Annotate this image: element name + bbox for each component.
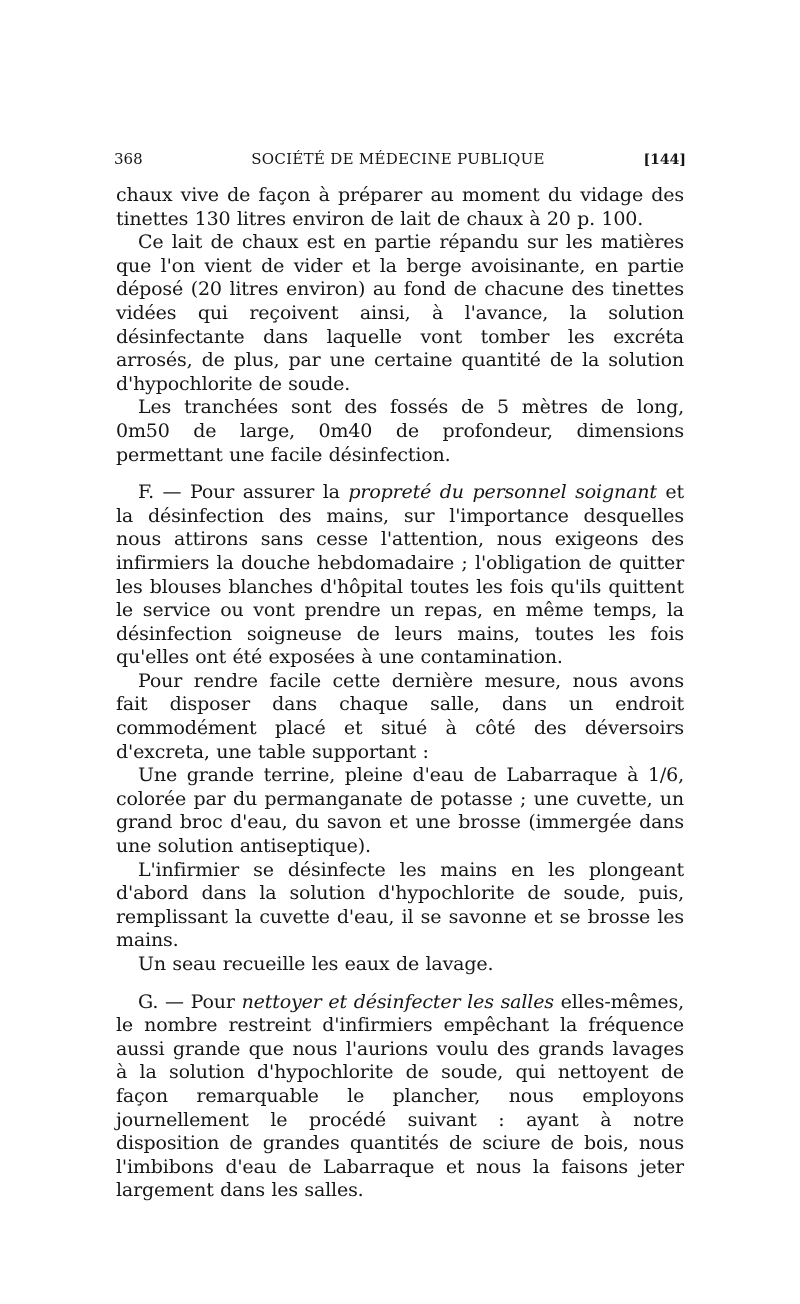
paragraph-table-items: Une grande terrine, pleine d'eau de Labarraque à 1/6, colorée par du permanganate de potasse ; une cuvette, un grand broc d'eau, du savon et une brosse (immergée dans une solution antiseptique). — [116, 764, 684, 858]
paragraph-lime-preparation: chaux vive de façon à préparer au moment du vidage des tinettes 130 litres environ de lait de chaux à 20 p. 100. — [116, 184, 684, 230]
paragraph-hand-disinfection: L'infirmier se désinfecte les mains en les plongeant d'abord dans la solution d'hypochlorite de soude, puis, remplissant la cuvette d'eau, il se savonne et se brosse les mains. — [116, 858, 684, 952]
section-f-lead: F. — Pour assurer la — [138, 481, 349, 504]
paragraph-section-f — [116, 481, 684, 670]
section-g-rest: elles-mêmes, le nombre restreint d'infirmiers empêchant la fréquence aussi grande que nous l'aurions voulu des grands lavages à la solution d'hypochlorite de soude, qui nettoyent de façon remarquable le plancher, nous employons journellement le procédé suivant : ayant à notre disposition de grandes quantités de sciure de bois, nous l'imbibons d'eau de Labarraque et nous la faisons jeter largement dans les salles. — [116, 990, 684, 1202]
running-header — [112, 148, 684, 172]
page-number: 368 — [114, 150, 143, 168]
paragraph-lime-distribution: Ce lait de chaux est en partie répandu sur les matières que l'on vient de vider et la berge avoisinante, en partie déposé (20 litres environ) au fond de chacune des tinettes vidées qui reçoivent ainsi, à l'avance, la solution désinfectante dans laquelle vont tomber les excréta arrosés, de plus, par une certaine quantité de la solution d'hypochlorite de soude. — [116, 231, 684, 395]
section-f-emphasis: propreté du personnel soignant — [348, 481, 657, 504]
body-text — [116, 184, 684, 1203]
paragraph-section-g — [116, 991, 684, 1203]
paragraph-wash-bucket: Un seau recueille les eaux de lavage. — [138, 953, 494, 975]
paragraph-trenches: Les tranchées sont des fossés de 5 mètres de long, 0m50 de large, 0m40 de profondeur, dimensions permettant une facile désinfection. — [116, 396, 684, 466]
section-f-rest: et la désinfection des mains, sur l'importance desquelles nous attirons sans cesse l'attention, nous exigeons des infirmiers la douche hebdomadaire ; l'obligation de quitter les blouses blanches d'hôpital toutes les fois qu'ils quittent le service ou vont prendre un repas, en même temps, la désinfection soigneuse de leurs mains, toutes les fois qu'elles ont été exposées à une contamination. — [116, 481, 684, 669]
section-g-emphasis: nettoyer et désinfecter les salles — [241, 990, 554, 1013]
running-title: SOCIÉTÉ DE MÉDECINE PUBLIQUE — [251, 150, 545, 168]
section-g-lead: G. — Pour — [138, 990, 242, 1013]
paragraph-table-setup: Pour rendre facile cette dernière mesure, nous avons fait disposer dans chaque salle, dans un endroit commodément placé et situé à côté des déversoirs d'excreta, une table supportant : — [116, 669, 684, 763]
bracket-page-reference: [144] — [643, 152, 686, 168]
